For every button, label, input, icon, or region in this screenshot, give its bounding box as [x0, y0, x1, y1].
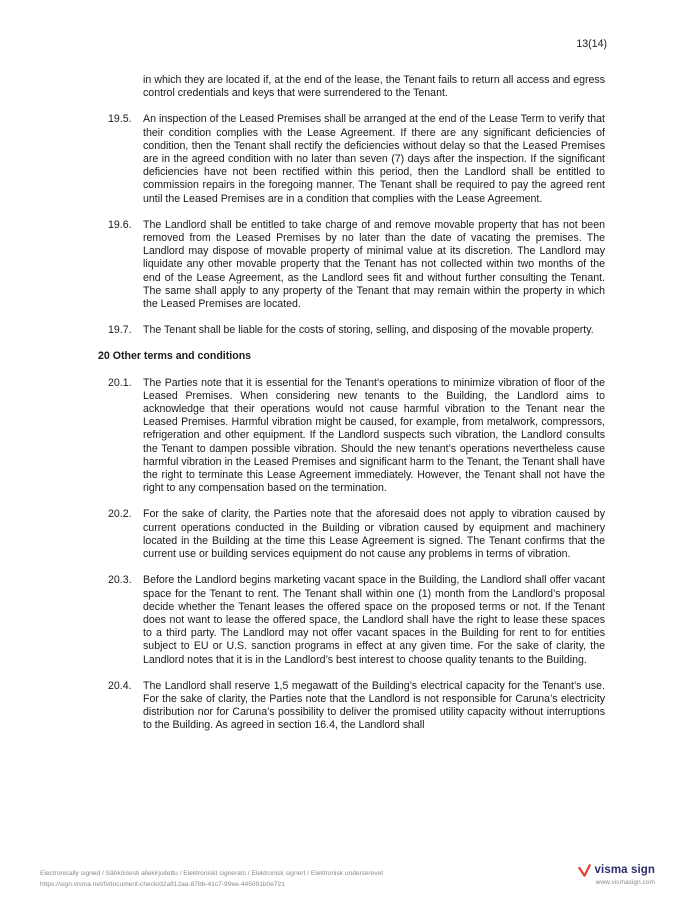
- signed-statement: Electronically signed / Sähköisesti allekirjoitettu / Elektroniskt signerats / Elektronisk signert / Elektronisk underskrevet: [40, 870, 384, 877]
- clause-text: Before the Landlord begins marketing vacant space in the Building, the Landlord shall offer vacant space for the Tenant to rent. The Tenant shall within one (1) month from the Landlord’s proposal decide whether the Tenant leases the offered space on the proposed terms or not. If the Tenant does not want to lease the offered space, the Landlord shall have the right to lease these spaces to a third party. The Landlord may not offer vacant spaces in the Building for rent to for entities subject to EU or U.S. sanction programs in effect at any given time. For the sake of clarity, the Landlord notes that it is in the Landlord’s best interest to choose quality tenants to the Building.: [143, 574, 605, 666]
- clause-20-4: [98, 680, 605, 733]
- clause-number: 19.5.: [108, 113, 132, 126]
- clause-text: The Landlord shall reserve 1,5 megawatt of the Building’s electrical capacity for the Tenant’s use. For the sake of clarity, the Parties note that the Landlord is not responsible for Caruna’s electricity distribution nor for Caruna’s possibility to deliver the promised utility capacity without interruptions to the Building. As agreed in section 16.4, the Landlord shall: [143, 679, 605, 732]
- clause-number: 19.6.: [108, 218, 132, 231]
- footer-left: [40, 868, 383, 890]
- clause-text: The Tenant shall be liable for the costs of storing, selling, and disposing of the movable property.: [143, 324, 594, 337]
- section-heading: 20 Other terms and conditions: [98, 350, 252, 363]
- clause-text: The Landlord shall be entitled to take charge of and remove movable property that has not been removed from the Leased Premises by no later than the date of vacating the premises. The Landlord may dispose of movable property of minimal value at its discretion. The Landlord may liquidate any other movable property that the Tenant has not collected within two months of the end of the Lease Agreement, as the Landlord sees fit and without further consulting the Tenant. The same shall apply to any property of the Tenant that may remain within the property in which the Leased Premises are located.: [143, 218, 605, 311]
- section-19-clauses: [98, 113, 605, 337]
- clause-19-6: [98, 219, 605, 311]
- visma-site-link[interactable]: www.vismasign.com: [595, 879, 655, 886]
- logo-text: visma sign: [594, 864, 655, 876]
- document-body: [98, 74, 605, 746]
- clause-text: An inspection of the Leased Premises shall be arranged at the end of the Lease Term to verify that their condition complies with the Lease Agreement. If there are any significant deficiencies of condition, then the Tenant shall rectify the deficiencies without delay so that the Leased Premises are in the agreed condition with no later than seven (7) days after the inspection. If the significant deficiencies have not been rectified within this period, then the Landlord shall be entitled to commission repairs in the foregoing manner. The Tenant shall be required to pay the agreed rent until the Leased Premises are in a condition that complies with the Lease Agreement.: [143, 113, 605, 205]
- clause-19-7: [98, 324, 605, 337]
- visma-logo-icon: [578, 864, 591, 877]
- footer-right: [578, 864, 655, 888]
- clause-text: The Parties note that it is essential for the Tenant’s operations to minimize vibration of floor of the Leased Premises. When considering new tenants to the Building, the Landlord aims to acknowledge that their operations would not cause harmful vibration to the Tenant near the Leased Premises. Harmful vibration might be caused, for example, from metalwork, compressors, refrigeration and other equipment. If the Landlord suspects such vibration, the Landlord consults the Tenant to dampen possible vibration. Should the new tenant’s operations nevertheless cause harmful vibration in the Leased Premises and significant harm to the Tenant, the Tenant shall have the right to terminate this Lease Agreement immediately. However, the Tenant shall not have the right to any compensation based on the termination.: [143, 376, 605, 495]
- continuation-paragraph: in which they are located if, at the end of the lease, the Tenant fails to return all access and egress control credentials and keys that were surrendered to the Tenant.: [143, 74, 605, 100]
- clause-number: 19.7.: [108, 324, 132, 337]
- clause-19-5: [98, 113, 605, 205]
- clause-text: For the sake of clarity, the Parties note that the aforesaid does not apply to vibration caused by current operations conducted in the Building or vibration caused by equipment and machinery located in the Building at the time this Lease Agreement is signed. The Tenant confirms that the current use or building services equipment do not cause any problems in terms of vibration.: [143, 508, 605, 561]
- clause-20-2: [98, 508, 605, 561]
- clause-number: 20.4.: [108, 679, 132, 692]
- page-number: 13(14): [576, 38, 607, 50]
- visma-sign-logo: [578, 864, 655, 877]
- clause-number: 20.2.: [108, 508, 132, 521]
- clause-number: 20.1.: [108, 376, 132, 389]
- clause-20-3: [98, 574, 605, 666]
- section-20-clauses: [98, 377, 605, 733]
- clause-20-1: [98, 377, 605, 496]
- document-check-link[interactable]: https://sign.visma.net/fi/document-check/d2a812aa-87bb-41c7-99ee-445091b0e721: [40, 881, 285, 888]
- clause-number: 20.3.: [108, 574, 132, 587]
